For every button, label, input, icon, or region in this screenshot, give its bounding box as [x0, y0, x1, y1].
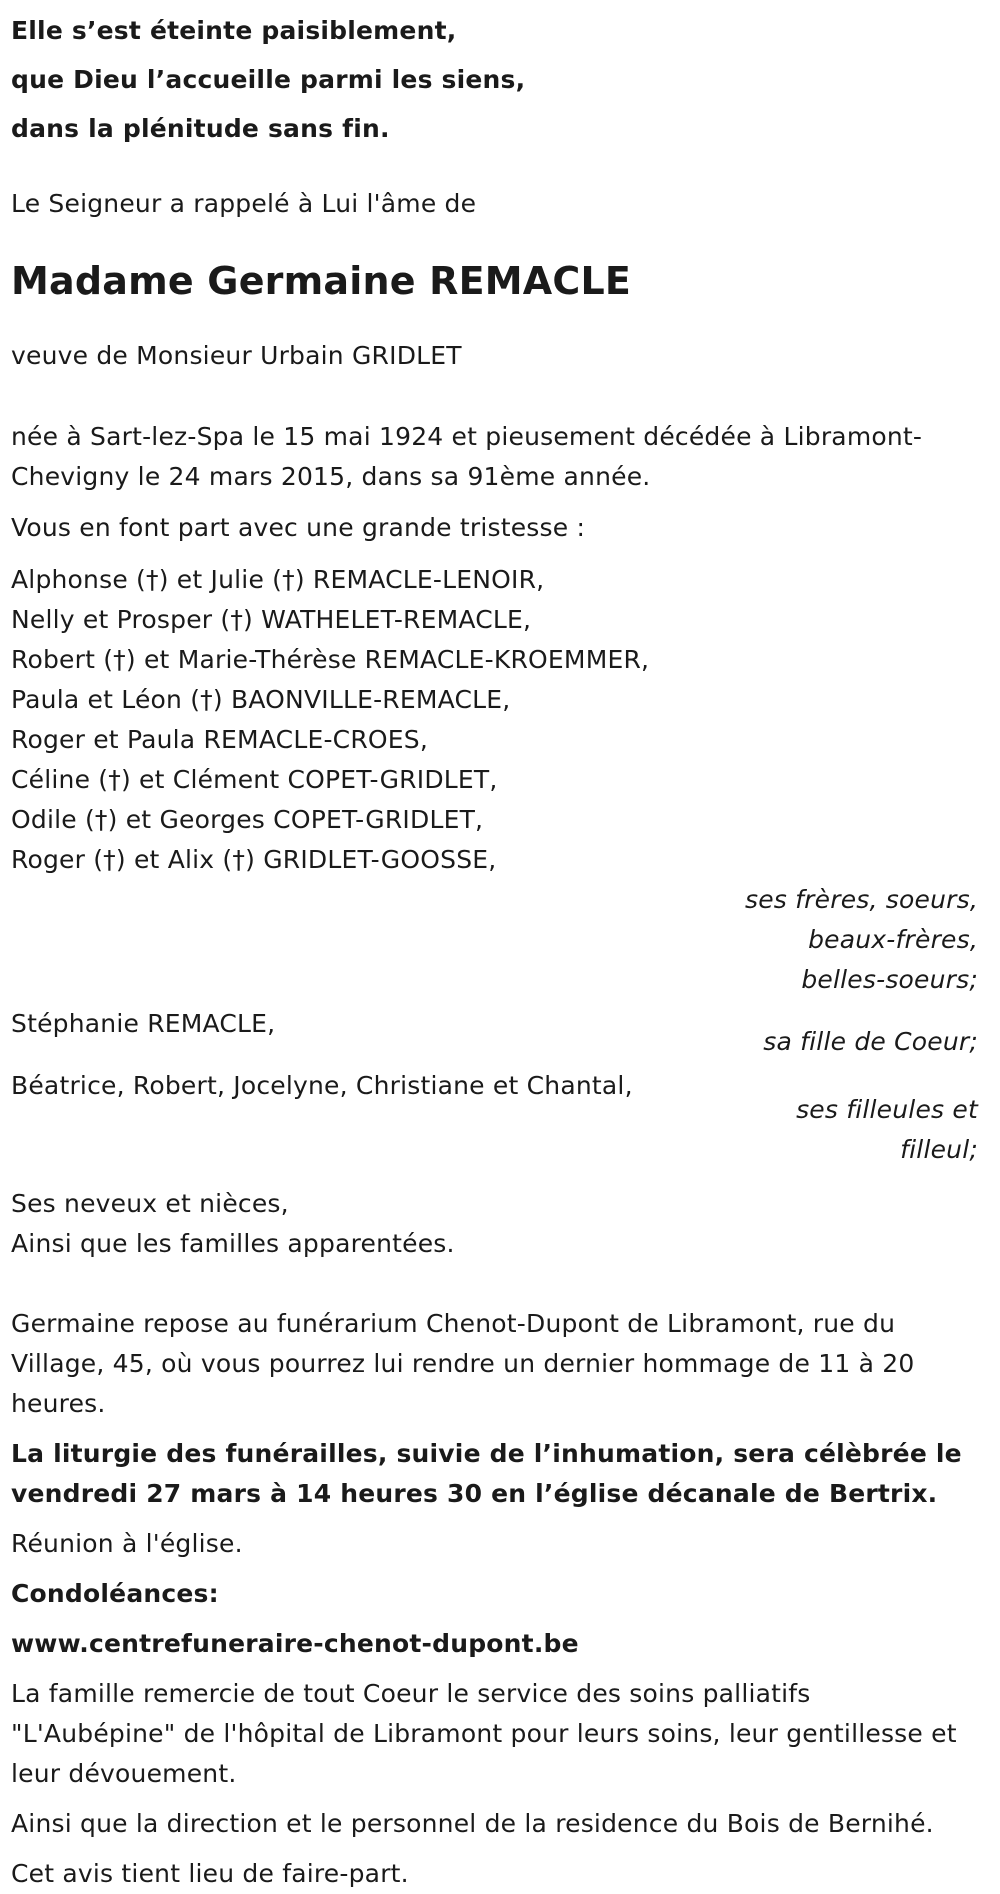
daughter-role: sa fille de Coeur; — [763, 1027, 978, 1056]
birth-death-text: née à Sart-lez-Spa le 15 mai 1924 et pieusement décédée à Libramont-Chevigny le 24 mars 2015, dans sa 91ème année. — [11, 422, 923, 491]
widow-of: veuve de Monsieur Urbain GRIDLET — [11, 341, 462, 370]
website-link[interactable]: www.centrefuneraire-chenot-dupont.be — [11, 1629, 579, 1658]
list-item: Roger (†) et Alix (†) GRIDLET-GOOSSE, — [11, 845, 497, 874]
meeting-text: Réunion à l'église. — [11, 1529, 243, 1558]
thanks-more-text: Ainsi que la direction et le personnel de la residence du Bois de Bernihé. — [11, 1809, 934, 1838]
list-item: Robert (†) et Marie-Thérèse REMACLE-KROEMMER, — [11, 645, 650, 674]
families-text: Ainsi que les familles apparentées. — [11, 1229, 455, 1258]
list-item: Alphonse (†) et Julie (†) REMACLE-LENOIR, — [11, 565, 545, 594]
list-item: Paula et Léon (†) BAONVILLE-REMACLE, — [11, 685, 511, 714]
other-relatives — [11, 1184, 978, 1264]
condolences-label: Condoléances: — [11, 1579, 219, 1608]
opening-line-3: dans la plénitude sans fin. — [11, 114, 390, 143]
godchildren-row — [11, 1066, 978, 1170]
daughter-name: Stéphanie REMACLE, — [11, 1009, 276, 1038]
intro-text: Le Seigneur a rappelé à Lui l'âme de — [11, 189, 477, 218]
opening-line-2: que Dieu l’accueille parmi les siens, — [11, 65, 526, 94]
opening-verse — [11, 6, 978, 153]
rest-place-text: Germaine repose au funérarium Chenot-Dupont de Libramont, rue du Village, 45, où vous pourrez lui rendre un dernier hommage de 11 à 20 heures. — [11, 1309, 915, 1418]
list-item: Roger et Paula REMACLE-CROES, — [11, 725, 428, 754]
thanks-text: La famille remercie de tout Coeur le service des soins palliatifs "L'Aubépine" de l'hôpital de Libramont pour leurs soins, leur gentillesse et leur dévouement. — [11, 1679, 957, 1788]
siblings-list — [11, 560, 978, 880]
announcement-text: Vous en font part avec une grande tristesse : — [11, 513, 586, 542]
daughter-row — [11, 1004, 978, 1062]
nephews-text: Ses neveux et nièces, — [11, 1189, 289, 1218]
opening-line-1: Elle s’est éteinte paisiblement, — [11, 16, 457, 45]
funeral-text: La liturgie des funérailles, suivie de l’inhumation, sera célèbrée le vendredi 27 mars à 14 heures 30 en l’église décanale de Bertrix. — [11, 1439, 962, 1508]
closing-text: Cet avis tient lieu de faire-part. — [11, 1859, 409, 1888]
list-item: Céline (†) et Clément COPET-GRIDLET, — [11, 765, 498, 794]
godchildren-role: ses filleules et filleul; — [796, 1095, 978, 1164]
godchildren-names: Béatrice, Robert, Jocelyne, Christiane et Chantal, — [11, 1071, 633, 1100]
siblings-role: ses frères, soeurs, beaux-frères, belles-soeurs; — [744, 885, 978, 994]
list-item: Nelly et Prosper (†) WATHELET-REMACLE, — [11, 605, 532, 634]
list-item: Odile (†) et Georges COPET-GRIDLET, — [11, 805, 484, 834]
deceased-name: Madame Germaine REMACLE — [11, 259, 632, 303]
